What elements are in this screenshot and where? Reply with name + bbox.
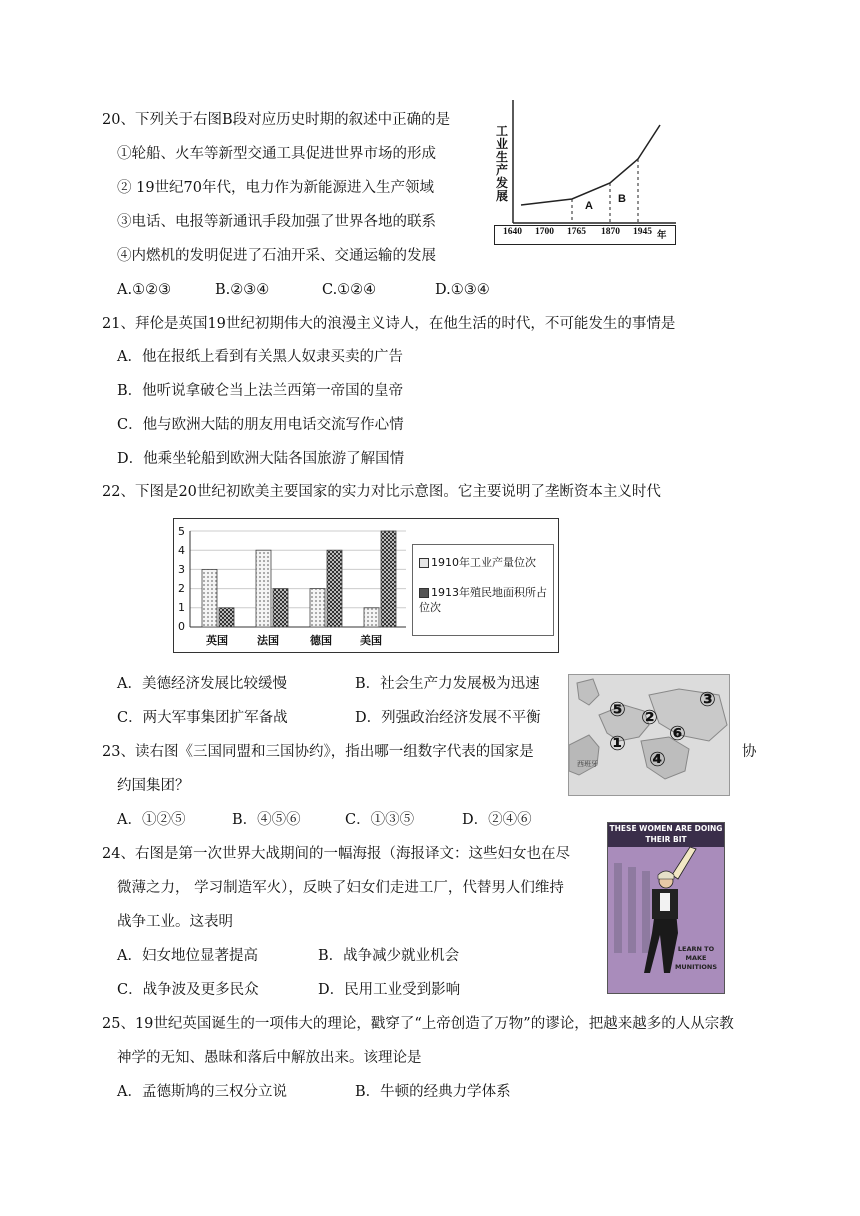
ytick-5: 5 <box>178 525 185 538</box>
q23-option-c: C．①③⑤ <box>345 812 415 828</box>
legend-item-1913 <box>419 585 549 615</box>
legend-label-1913: 1913年殖民地面积所占位次 <box>419 586 547 614</box>
poster-headline: THESE WOMEN ARE DOING THEIR BIT <box>608 823 724 847</box>
category-germany: 德国 <box>310 634 332 647</box>
curve-tick-band <box>494 225 676 245</box>
q24-option-d: D．民用工业受到影响 <box>318 982 461 998</box>
legend-label-1910: 1910年工业产量位次 <box>431 556 536 569</box>
category-usa: 美国 <box>360 634 382 647</box>
q20-stem: 20、下列关于右图B段对应历史时期的叙述中正确的是 <box>102 112 451 128</box>
bar-0-series-0 <box>202 569 217 627</box>
q24-option-c: C．战争波及更多民众 <box>117 982 259 998</box>
map-number-1: ① <box>609 731 626 755</box>
q20-item-1: ①轮船、火车等新型交通工具促进世界市场的形成 <box>117 146 436 162</box>
industrial-growth-figure <box>490 95 680 255</box>
q20-item-2: ② 19世纪70年代，电力作为新能源进入生产领域 <box>117 180 435 196</box>
bar-2-series-0 <box>310 589 325 627</box>
q25-stem-line2: 神学的无知、愚昧和落后中解放出来。该理论是 <box>117 1050 422 1066</box>
map-label-spain: 西班牙 <box>577 760 598 768</box>
q21-option-c: C．他与欧洲大陆的朋友用电话交流写作心情 <box>117 417 404 433</box>
q20-item-4: ④内燃机的发明促进了石油开采、交通运输的发展 <box>117 248 436 264</box>
map-number-4: ④ <box>649 747 666 771</box>
q23-option-a: A．①②⑤ <box>117 812 186 828</box>
q24-stem-line2: 微薄之力， 学习制造军火），反映了妇女们走进工厂，代替男人们维持 <box>117 880 564 896</box>
q23-option-d: D．②④⑥ <box>462 812 532 828</box>
category-britain: 英国 <box>206 634 228 647</box>
bar-0-series-1 <box>219 608 234 627</box>
q24-option-a: A．妇女地位显著提高 <box>117 948 258 964</box>
q24-option-b: B．战争减少就业机会 <box>318 948 460 964</box>
q24-stem-line1: 24、右图是第一次世界大战期间的一幅海报（海报译文：这些妇女也在尽 <box>102 846 570 862</box>
map-number-2: ② <box>641 705 658 729</box>
ytick-1: 1 <box>178 601 185 614</box>
q25-option-b: B．牛顿的经典力学体系 <box>355 1084 511 1100</box>
q21-option-a: A．他在报纸上看到有关黑人奴隶买卖的广告 <box>117 349 403 365</box>
growth-curve <box>521 125 660 205</box>
tick-1640: 1640 <box>503 227 522 237</box>
q20-option-c: C.①②④ <box>322 282 377 298</box>
q24-stem-line3: 战争工业。这表明 <box>117 914 233 930</box>
q22-stem: 22、下图是20世纪初欧美主要国家的实力对比示意图。它主要说明了垄断资本主义时代 <box>102 484 661 500</box>
q25-stem-line1: 25、19世纪英国诞生的一项伟大的理论，戳穿了“上帝创造了万物”的谬论，把越来越多的人从宗教 <box>102 1016 734 1032</box>
q23-stem: 23、读右图《三国同盟和三国协约》，指出哪一组数字代表的国家是 <box>102 744 534 760</box>
q23-stem-tail: 协 <box>742 744 757 760</box>
tick-1945: 1945 <box>633 227 652 237</box>
poster-footer-text: LEARN TO MAKE MUNITIONS <box>674 945 718 971</box>
ytick-2: 2 <box>178 582 185 595</box>
segment-a-label: A <box>585 200 593 212</box>
legend-item-1910 <box>419 555 549 570</box>
q22-option-a: A．美德经济发展比较缓慢 <box>117 676 287 692</box>
tick-1870: 1870 <box>601 227 620 237</box>
segment-b-label: B <box>618 193 626 205</box>
tick-year-unit: 年 <box>657 231 667 241</box>
q22-option-c: C．两大军事集团扩军备战 <box>117 710 288 726</box>
ytick-4: 4 <box>178 544 185 557</box>
bar-1-series-1 <box>273 589 288 627</box>
legend-swatch-checkered <box>419 588 429 598</box>
ytick-3: 3 <box>178 563 185 576</box>
q23-stem-line2: 约国集团？ <box>117 778 190 794</box>
legend-swatch-dotted <box>419 558 429 568</box>
q20-item-3: ③电话、电报等新通讯手段加强了世界各地的联系 <box>117 214 436 230</box>
ww1-poster-figure <box>607 822 725 994</box>
map-number-6: ⑥ <box>669 721 686 745</box>
bar-3-series-1 <box>381 531 396 627</box>
bar-3-series-0 <box>364 608 379 627</box>
tick-1700: 1700 <box>535 227 554 237</box>
q20-option-b: B.②③④ <box>215 282 270 298</box>
ytick-0: 0 <box>178 620 185 633</box>
power-comparison-chart <box>173 518 559 653</box>
q22-option-b: B．社会生产力发展极为迅速 <box>355 676 540 692</box>
chart-legend <box>412 544 554 636</box>
q20-option-a: A.①②③ <box>117 282 172 298</box>
bar-1-series-0 <box>256 550 271 627</box>
q21-stem: 21、拜伦是英国19世纪初期伟大的浪漫主义诗人，在他生活的时代，不可能发生的事情是 <box>102 316 676 332</box>
q21-option-d: D．他乘坐轮船到欧洲大陆各国旅游了解国情 <box>117 451 405 467</box>
map-number-3: ③ <box>699 687 716 711</box>
q21-option-b: B．他听说拿破仑当上法兰西第一帝国的皇帝 <box>117 383 404 399</box>
bar-2-series-1 <box>327 550 342 627</box>
q25-option-a: A．孟德斯鸠的三权分立说 <box>117 1084 287 1100</box>
q22-option-d: D．列强政治经济发展不平衡 <box>355 710 541 726</box>
q20-option-d: D.①③④ <box>435 282 490 298</box>
tick-1765: 1765 <box>567 227 586 237</box>
q23-option-b: B．④⑤⑥ <box>232 812 301 828</box>
map-number-5: ⑤ <box>609 697 626 721</box>
curve-ylabel: 工业生产发展 <box>496 124 509 203</box>
alliance-map-figure <box>568 674 730 796</box>
category-france: 法国 <box>257 634 279 647</box>
